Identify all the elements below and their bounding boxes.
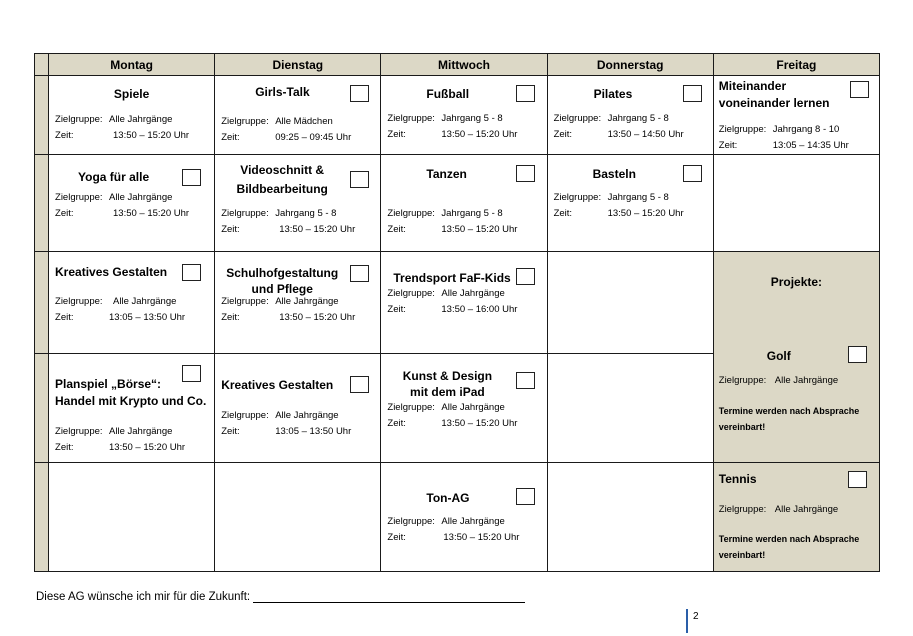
zeit-label: Zeit: [553, 129, 573, 140]
select-checkbox[interactable] [516, 268, 535, 285]
zielgruppe-value: Jahrgang 5 - 8 [441, 208, 503, 219]
zielgruppe-label: Zielgruppe: [553, 192, 602, 203]
zielgruppe-value: Alle Jahrgänge [441, 516, 505, 527]
zeit-label: Zeit: [387, 129, 406, 140]
select-checkbox[interactable] [182, 365, 201, 382]
wish-label: Diese AG wünsche ich mir für die Zukunft: [36, 591, 251, 603]
zeit-value: 13:50 – 15:20 Uhr [113, 130, 190, 141]
course-info [719, 502, 838, 518]
course-info [55, 294, 185, 326]
zielgruppe-label: Zielgruppe: [55, 114, 103, 125]
zielgruppe-label: Zielgruppe: [221, 116, 269, 127]
course-title [215, 161, 349, 199]
cell-basteln [547, 155, 713, 252]
cell-schulhofgestaltung [215, 252, 381, 354]
zeit-label: Zeit: [55, 312, 74, 323]
zeit-label: Zeit: [387, 532, 406, 543]
course-info [221, 114, 351, 146]
header-donnerstag: Donnerstag [547, 54, 713, 76]
course-title-line2: mit dem iPad [410, 385, 485, 399]
course-title: Golf [766, 349, 791, 363]
course-info [221, 206, 355, 238]
course-info [387, 514, 519, 546]
course-title: Fußball [426, 87, 470, 101]
cell-kreatives-gestalten-mo [49, 252, 215, 354]
cell-planspiel-boerse [49, 354, 215, 463]
select-checkbox[interactable] [850, 81, 869, 98]
course-info [554, 111, 684, 143]
zielgruppe-label: Zielgruppe: [55, 192, 103, 203]
note-line2: vereinbart! [718, 550, 766, 560]
select-checkbox[interactable] [683, 165, 702, 182]
zielgruppe-label: Zielgruppe: [387, 208, 435, 219]
select-checkbox[interactable] [516, 85, 535, 102]
table-row [35, 76, 880, 155]
course-title-line1: Miteinander [718, 79, 787, 93]
course-title-line2: Bildbearbeitung [236, 182, 328, 196]
zeit-label: Zeit: [387, 304, 406, 315]
zielgruppe-label: Zielgruppe: [718, 124, 767, 135]
course-title-line1: Schulhofgestaltung [226, 266, 339, 280]
table-row [35, 252, 880, 354]
zielgruppe-value: Jahrgang 5 - 8 [275, 208, 337, 219]
zielgruppe-label: Zielgruppe: [387, 516, 435, 527]
zielgruppe-label: Zielgruppe: [553, 113, 602, 124]
appointment-note [719, 403, 860, 435]
course-info [387, 206, 517, 238]
page-number: 2 [686, 609, 699, 633]
course-info [221, 294, 355, 326]
wish-input-line[interactable] [253, 590, 525, 603]
header-freitag: Freitag [713, 54, 879, 76]
zielgruppe-value: Alle Jahrgänge [774, 504, 839, 515]
course-title-line1: Kunst & Design [402, 369, 493, 383]
zielgruppe-value: Alle Jahrgänge [109, 426, 173, 437]
zielgruppe-value: Alle Jahrgänge [109, 192, 173, 203]
select-checkbox[interactable] [350, 265, 369, 282]
zeit-value: 13:50 – 15:20 Uhr [441, 129, 518, 140]
zeit-value: 13:50 – 16:00 Uhr [441, 304, 518, 315]
zeit-value: 13:05 – 13:50 Uhr [275, 426, 352, 437]
cell-spiele [49, 76, 215, 155]
zeit-label: Zeit: [55, 208, 74, 219]
note-line1: Termine werden nach Absprache [718, 406, 860, 416]
cell-empty [547, 252, 713, 354]
zeit-label: Zeit: [387, 224, 406, 235]
course-title: Girls-Talk [255, 85, 310, 99]
zeit-label: Zeit: [55, 442, 74, 453]
side-cell [35, 76, 49, 155]
cell-yoga [49, 155, 215, 252]
course-title: Yoga für alle [78, 170, 150, 184]
select-checkbox[interactable] [182, 169, 201, 186]
header-mittwoch: Mittwoch [381, 54, 547, 76]
course-info [387, 286, 517, 318]
zeit-label: Zeit: [221, 132, 240, 143]
cell-pilates [547, 76, 713, 155]
zielgruppe-value: Alle Jahrgänge [441, 288, 505, 299]
cell-kreatives-gestalten-di [215, 354, 381, 463]
side-cell [35, 354, 49, 463]
course-info [55, 112, 189, 144]
side-column-header [35, 54, 49, 76]
zeit-label: Zeit: [55, 130, 74, 141]
zeit-label: Zeit: [718, 140, 738, 151]
course-info [719, 122, 849, 154]
cell-ton-ag [381, 463, 547, 572]
ag-schedule-table [34, 53, 880, 572]
course-title: Spiele [113, 87, 150, 101]
course-title [389, 368, 505, 400]
cell-empty [547, 354, 713, 463]
course-title-line1: Videoschnitt & [240, 163, 325, 177]
zielgruppe-value: Jahrgang 8 - 10 [772, 124, 840, 135]
header-montag: Montag [49, 54, 215, 76]
zeit-value: 13:50 – 14:50 Uhr [607, 129, 684, 140]
side-cell [35, 155, 49, 252]
zeit-value: 13:50 – 15:20 Uhr [113, 208, 190, 219]
course-title: Trendsport FaF-Kids [393, 271, 511, 285]
course-info [387, 111, 517, 143]
projects-heading: Projekte: [770, 275, 823, 289]
course-title-line2: Handel mit Krypto und Co. [55, 394, 207, 408]
cell-empty [547, 463, 713, 572]
zielgruppe-value: Alle Jahrgänge [109, 114, 173, 125]
zielgruppe-value: Jahrgang 5 - 8 [441, 113, 503, 124]
select-checkbox[interactable] [350, 171, 369, 188]
select-checkbox[interactable] [350, 85, 369, 102]
zielgruppe-label: Zielgruppe: [55, 426, 103, 437]
cell-tanzen [381, 155, 547, 252]
select-checkbox[interactable] [848, 346, 867, 363]
zielgruppe-value: Jahrgang 5 - 8 [607, 192, 669, 203]
cell-fussball [381, 76, 547, 155]
header-dienstag: Dienstag [215, 54, 381, 76]
zeit-label: Zeit: [221, 312, 240, 323]
table-row [35, 155, 880, 252]
course-title [719, 78, 830, 112]
select-checkbox[interactable] [182, 264, 201, 281]
zeit-label: Zeit: [553, 208, 573, 219]
cell-empty [713, 155, 879, 252]
zielgruppe-label: Zielgruppe: [387, 113, 435, 124]
cell-trendsport [381, 252, 547, 354]
appointment-note [719, 531, 860, 563]
note-line1: Termine werden nach Absprache [718, 534, 860, 544]
select-checkbox[interactable] [848, 471, 867, 488]
course-title: Ton-AG [426, 491, 470, 505]
zielgruppe-value: Alle Jahrgänge [275, 410, 339, 421]
cell-videoschnitt [215, 155, 381, 252]
cell-girls-talk [215, 76, 381, 155]
zeit-label: Zeit: [221, 426, 240, 437]
zeit-value: 13:50 – 15:20 Uhr [279, 312, 356, 323]
course-info [554, 190, 684, 222]
cell-empty [49, 463, 215, 572]
zielgruppe-label: Zielgruppe: [55, 296, 103, 307]
select-checkbox[interactable] [516, 372, 535, 389]
zeit-value: 13:05 – 13:50 Uhr [109, 312, 186, 323]
course-title-line2: voneinander lernen [718, 96, 830, 110]
course-info [221, 408, 351, 440]
zielgruppe-value: Alle Jahrgänge [113, 296, 177, 307]
zielgruppe-label: Zielgruppe: [718, 375, 767, 386]
zielgruppe-value: Alle Jahrgänge [774, 375, 839, 386]
select-checkbox[interactable] [683, 85, 702, 102]
select-checkbox[interactable] [516, 165, 535, 182]
zeit-value: 13:50 – 15:20 Uhr [109, 442, 186, 453]
course-info [55, 190, 189, 222]
cell-empty [215, 463, 381, 572]
table-row [35, 463, 880, 572]
zeit-value: 13:50 – 15:20 Uhr [607, 208, 684, 219]
cell-tennis [713, 463, 879, 572]
zielgruppe-label: Zielgruppe: [718, 504, 767, 515]
side-cell [35, 463, 49, 572]
zeit-label: Zeit: [387, 418, 406, 429]
course-title-line2: und Pflege [251, 282, 313, 296]
cell-miteinander [713, 76, 879, 155]
zielgruppe-label: Zielgruppe: [221, 296, 269, 307]
zielgruppe-label: Zielgruppe: [221, 208, 269, 219]
course-title-line1: Planspiel „Börse“: [55, 377, 162, 391]
note-line2: vereinbart! [718, 422, 766, 432]
cell-kunst-design [381, 354, 547, 463]
side-cell [35, 252, 49, 354]
zeit-value: 13:50 – 15:20 Uhr [443, 532, 520, 543]
zielgruppe-value: Alle Jahrgänge [441, 402, 505, 413]
course-title: Tennis [718, 472, 757, 486]
cell-projekte-golf [713, 252, 879, 463]
select-checkbox[interactable] [350, 376, 369, 393]
zeit-value: 13:50 – 15:20 Uhr [441, 224, 518, 235]
course-title: Pilates [593, 87, 633, 101]
zeit-value: 09:25 – 09:45 Uhr [275, 132, 352, 143]
header-row [35, 54, 880, 76]
course-info [719, 373, 838, 389]
zielgruppe-value: Alle Jahrgänge [275, 296, 339, 307]
zielgruppe-label: Zielgruppe: [387, 288, 435, 299]
zeit-value: 13:50 – 15:20 Uhr [279, 224, 356, 235]
zeit-value: 13:05 – 14:35 Uhr [772, 140, 849, 151]
zielgruppe-value: Jahrgang 5 - 8 [607, 113, 669, 124]
course-title: Kreatives Gestalten [221, 378, 334, 392]
zielgruppe-label: Zielgruppe: [221, 410, 269, 421]
course-title: Tanzen [426, 167, 467, 181]
zeit-label: Zeit: [221, 224, 240, 235]
course-title: Basteln [592, 167, 636, 181]
course-title [219, 265, 345, 297]
course-info [387, 400, 517, 432]
course-title: Kreatives Gestalten [55, 265, 168, 279]
zielgruppe-label: Zielgruppe: [387, 402, 435, 413]
wish-line [36, 590, 525, 603]
zeit-value: 13:50 – 15:20 Uhr [441, 418, 518, 429]
zielgruppe-value: Alle Mädchen [275, 116, 333, 127]
course-info [55, 424, 185, 456]
select-checkbox[interactable] [516, 488, 535, 505]
